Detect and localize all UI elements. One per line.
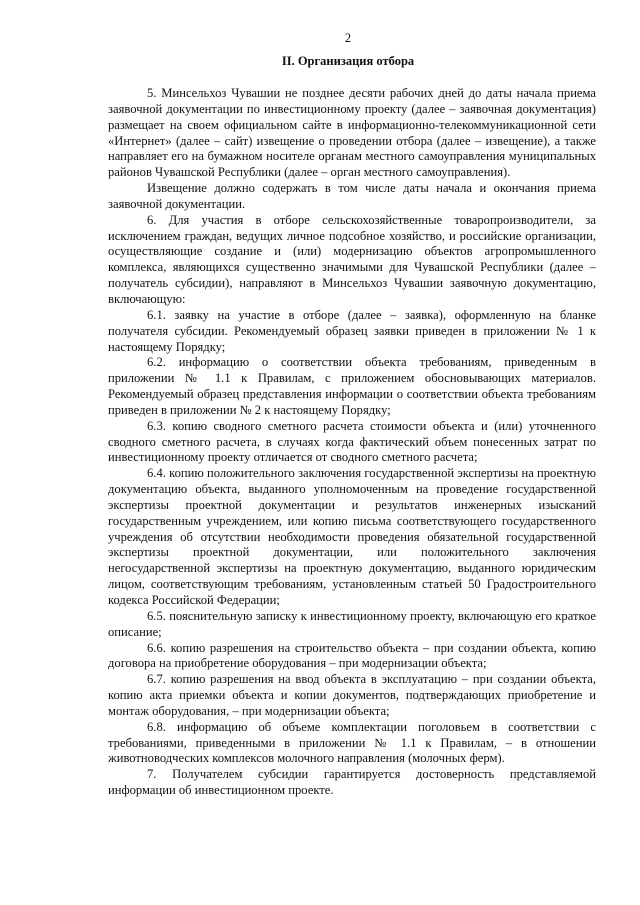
paragraph-5: 5. Минсельхоз Чувашии не позднее десяти рабочих дней до даты начала приема заявочной документации по инвестиционному проекту (далее – заявочная документация) размещает на своем официальном сайте в информационно-телекоммуникационной сети «Интернет» (далее – сайт) извещение о проведении отбора (далее – извещение), а также направляет его на бумажном носителе органам местного самоуправления муниципальных районов Чувашской Республики (далее – орган местного самоуправления). — [108, 86, 596, 180]
section-title: II. Организация отбора — [281, 54, 415, 68]
paragraph-6-5: 6.5. пояснительную записку к инвестиционному проекту, включающую его краткое описание; — [108, 608, 596, 639]
paragraph-6-1: 6.1. заявку на участие в отборе (далее – заявка), оформленную на бланке получателя субсидии. Рекомендуемый образец заявки приведен в приложении № 1 к настоящему Порядку; — [108, 307, 596, 354]
paragraph-6-8: 6.8. информацию об объеме комплектации поголовьем в соответствии с требованиями, приведенными в приложении № 1.1 к Правилам, – в отношении животноводческих комплексов молочного направления (молочных ферм). — [108, 719, 596, 766]
paragraph-6-2: 6.2. информацию о соответствии объекта требованиям, приведенным в приложении № 1.1 к Правилам, с приложением обосновывающих материалов. Рекомендуемый образец представления информации о соответствии объекта требованиям приведен в приложении № 2 к настоящему Порядку; — [108, 355, 596, 417]
paragraph-6-4: 6.4. копию положительного заключения государственной экспертизы на проектную документацию объекта, выданного уполномоченным на проведение государственной экспертизы проектной документации и результатов инженерных изысканий государственным учреждением, или копию письма соответствующего государственного учреждения об отсутствии необходимости проведения обязательной государственной экспертизы проектной документации, или положительного заключения негосударственной экспертизы на проектную документацию, выданного юридическим лицом, соответствующим требованиям, установленным статьей 50 Градостроительного кодекса Российской Федерации; — [108, 466, 596, 607]
paragraph-6-6: 6.6. копию разрешения на строительство объекта – при создании объекта, копию договора на приобретение оборудования – при модернизации объекта; — [108, 640, 596, 671]
paragraph-6: 6. Для участия в отборе сельскохозяйственные товаропроизводители, за исключением граждан, ведущих личное подсобное хозяйство, и российские организации, осуществляющие создание и (или) модернизацию объектов агропромышленного комплекса, являющихся существенно значимыми для Чувашской Республики (далее – получатель субсидии), направляют в Минсельхоз Чувашии заявочную документацию, включающую: — [108, 212, 596, 306]
document-body — [108, 86, 596, 799]
paragraph-notice-content: Извещение должно содержать в том числе даты начала и окончания приема заявочной документации. — [108, 181, 596, 211]
paragraph-7: 7. Получателем субсидии гарантируется достоверность представляемой информации об инвестиционном проекте. — [108, 767, 596, 798]
page-number: 2 — [344, 31, 352, 45]
paragraph-6-3: 6.3. копию сводного сметного расчета стоимости объекта и (или) уточненного сводного сметного расчета, в случаях когда фактический объем понесенных затрат по инвестиционному проекту отличается от сводного сметного расчета; — [108, 418, 596, 465]
document-page — [108, 30, 596, 799]
paragraph-6-7: 6.7. копию разрешения на ввод объекта в эксплуатацию – при создании объекта, копию акта приемки объекта и копии документов, подтверждающих приобретение и монтаж оборудования, – при модернизации объекта; — [108, 672, 596, 718]
